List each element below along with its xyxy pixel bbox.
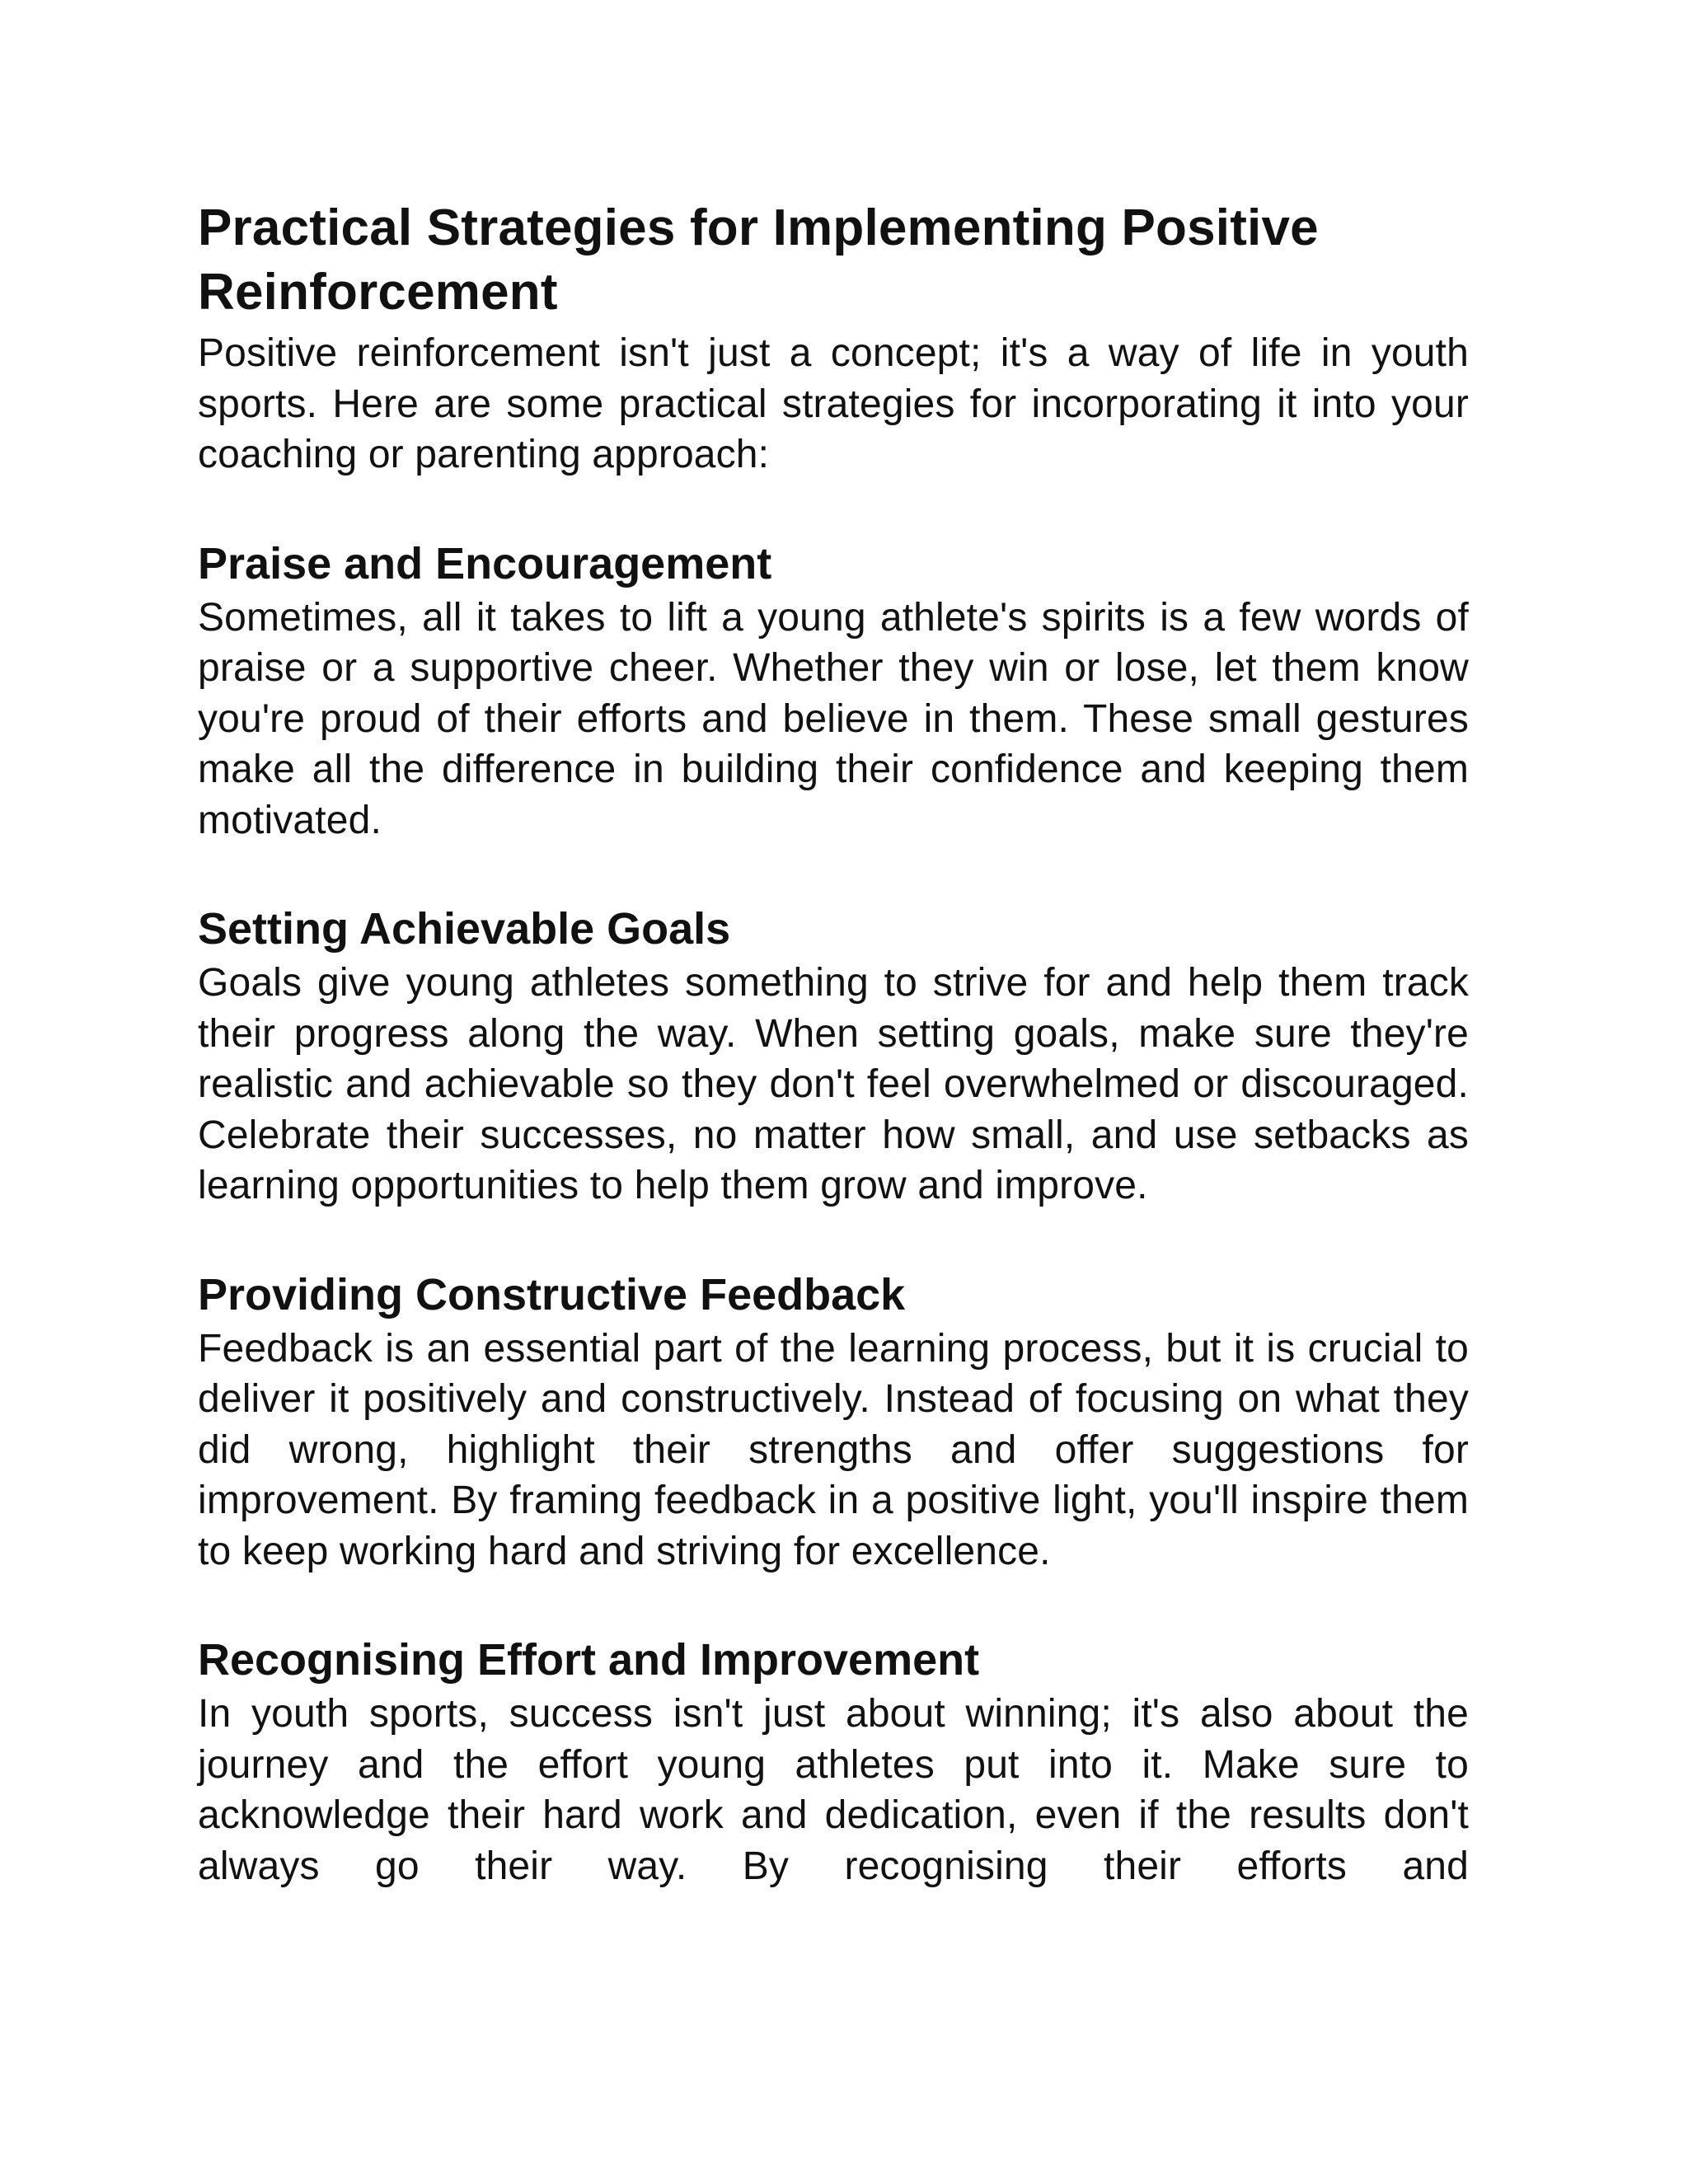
section-heading: Setting Achievable Goals [198, 904, 731, 954]
section-praise [198, 538, 1469, 846]
section-feedback [198, 1269, 1469, 1577]
section-heading: Praise and Encouragement [198, 538, 772, 588]
section-goals [198, 903, 1469, 1212]
section-paragraph: In youth sports, success isn't just about winning; it's also about the journey and the effort young athletes put into it. Make sure to acknowledge their hard work and dedication, even if the results don't always go their way. By recognising their efforts and [198, 1692, 1469, 1888]
section-paragraph: Feedback is an essential part of the learning process, but it is crucial to deliver it positively and constructively. Instead of focusing on what they did wrong, highlight their strengths and offer suggestions for improvement. By framing feedback in a positive light, you'll inspire them to keep working hard and striving for excellence. [198, 1326, 1469, 1573]
section-heading: Recognising Effort and Improvement [198, 1635, 980, 1685]
section-heading: Providing Constructive Feedback [198, 1269, 906, 1319]
document-content [198, 196, 1469, 1891]
page-title: Practical Strategies for Implementing Positive Reinforcement [198, 199, 1319, 321]
section-paragraph: Goals give young athletes something to strive for and help them track their progress along the way. When setting goals, make sure they're realistic and achievable so they don't feel overwhelmed or discouraged. Celebrate their successes, no matter how small, and use setbacks as learning opportunities to help them grow and improve. [198, 961, 1469, 1207]
intro-paragraph: Positive reinforcement isn't just a concept; it's a way of life in youth sports. Here are some practical strategies for incorporating it into your coaching or parenting approach: [198, 331, 1469, 476]
section-effort [198, 1634, 1469, 1891]
section-paragraph: Sometimes, all it takes to lift a young athlete's spirits is a few words of praise or a supportive cheer. Whether they win or lose, let them know you're proud of their efforts and believe in them. These small gestures make all the difference in building their confidence and keeping them motivated. [198, 595, 1469, 842]
